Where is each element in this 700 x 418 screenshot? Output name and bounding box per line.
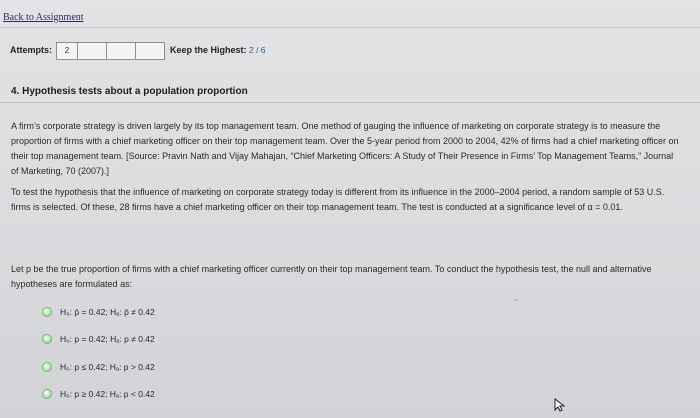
question-paragraph-test: To test the hypothesis that the influence of marketing on corporate strategy today is different from its influence in the 2000–2004 period, a random sample of 53 U.S. firms is selected. Of these, 28 firms have a chief marketing officer on their top management team. The test is conducted at a significance level of α = 0.01. xyxy=(11,187,665,212)
attempts-bar xyxy=(0,40,700,62)
question-paragraph-hypotheses: Let p be the true proportion of firms with a chief marketing officer currently on their top management team. To conduct the hypothesis test, the null and alternative hypotheses are formulated as: xyxy=(11,264,652,289)
top-divider xyxy=(0,27,700,28)
radio-button[interactable] xyxy=(42,334,52,344)
radio-button[interactable] xyxy=(42,307,52,317)
mouse-cursor-icon xyxy=(553,398,567,412)
attempt-box: 2 xyxy=(56,42,78,60)
hypothesis-options xyxy=(42,305,155,415)
back-to-assignment-link[interactable]: Back to Assignment xyxy=(3,12,84,23)
attempt-box xyxy=(106,42,136,60)
hypothesis-option[interactable] xyxy=(42,305,155,318)
question-paragraph-context: A firm’s corporate strategy is driven largely by its top management team. One method of gauging the influence of marketing on corporate strategy is to measure the proportion of firms with a chief marketing officer on their top management team. Over the 5-year period from 2000 to 2004, 42% of firms had a chief marketing officer on their top management team. [Source: Pravin Nath and Vijay Mahajan, “Chief Marketing Officers: A Study of Their Presence in Firms’ Top Management Teams,” Journal of Marketing, 70 (2007).] xyxy=(11,121,679,176)
question-divider xyxy=(0,102,700,103)
hypothesis-option[interactable] xyxy=(42,388,155,401)
radio-button[interactable] xyxy=(42,389,52,399)
attempt-box xyxy=(77,42,107,60)
hypothesis-option[interactable] xyxy=(42,360,155,373)
radio-button[interactable] xyxy=(42,362,52,372)
attempts-label: Attempts: xyxy=(10,45,52,55)
hypothesis-option-label: H₀: p ≥ 0.42; Hₐ: p < 0.42 xyxy=(60,389,155,399)
keep-highest-label: Keep the Highest: xyxy=(170,45,247,55)
attempt-boxes xyxy=(56,42,164,60)
question-title: 4. Hypothesis tests about a population proportion xyxy=(11,86,248,97)
cursor-mark-icon: ⌄ xyxy=(513,294,520,303)
hypothesis-option[interactable] xyxy=(42,333,155,346)
attempt-box xyxy=(135,42,165,60)
hypothesis-option-label: H₀: p̄ = 0.42; Hₐ: p̄ ≠ 0.42 xyxy=(60,306,155,317)
hypothesis-option-label: H₀: p ≤ 0.42; Hₐ: p > 0.42 xyxy=(60,361,155,372)
hypothesis-option-label: H₀: p = 0.42; Hₐ: p ≠ 0.42 xyxy=(60,334,155,344)
keep-highest-value: 2 / 6 xyxy=(249,45,266,55)
